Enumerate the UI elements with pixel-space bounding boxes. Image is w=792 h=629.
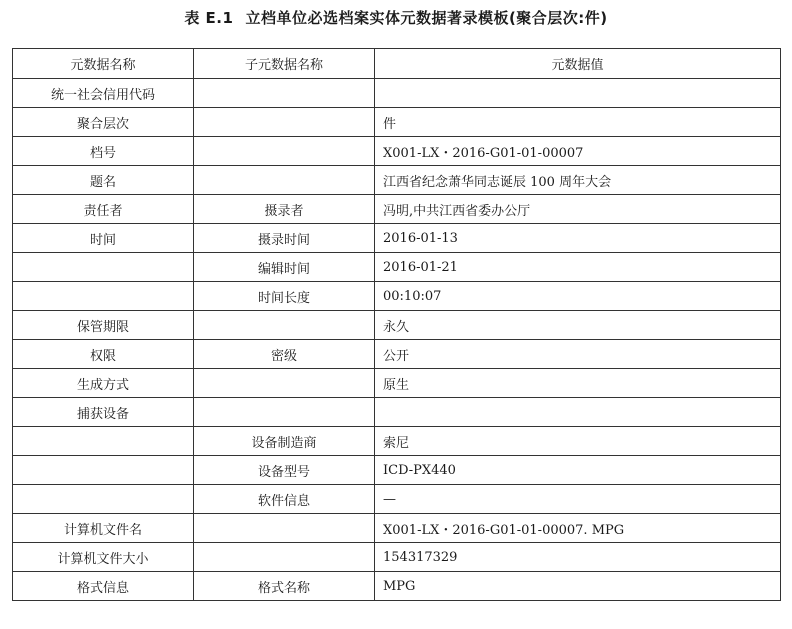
cell-metadata-name: 题名: [13, 166, 194, 195]
cell-metadata-value: 2016-01-13: [375, 224, 781, 253]
cell-metadata-value: 00:10:07: [375, 282, 781, 311]
table-row: [13, 166, 781, 195]
cell-metadata-name: 计算机文件名: [13, 514, 194, 543]
table-row: [13, 108, 781, 137]
cell-sub-metadata-name: [194, 79, 375, 108]
cell-sub-metadata-name: 设备型号: [194, 456, 375, 485]
cell-sub-metadata-name: 设备制造商: [194, 427, 375, 456]
table-row: [13, 398, 781, 427]
cell-metadata-name: 档号: [13, 137, 194, 166]
table-row: [13, 311, 781, 340]
cell-metadata-value: 索尼: [375, 427, 781, 456]
cell-metadata-name: 计算机文件大小: [13, 543, 194, 572]
cell-metadata-value: 公开: [375, 340, 781, 369]
cell-metadata-value: 江西省纪念萧华同志诞辰 100 周年大会: [375, 166, 781, 195]
table-row: [13, 485, 781, 514]
cell-metadata-name: 聚合层次: [13, 108, 194, 137]
table-header-row: [13, 49, 781, 79]
cell-sub-metadata-name: 编辑时间: [194, 253, 375, 282]
cell-metadata-value: X001-LX・2016-G01-01-00007: [375, 137, 781, 166]
cell-sub-metadata-name: [194, 108, 375, 137]
cell-metadata-name: 生成方式: [13, 369, 194, 398]
cell-sub-metadata-name: [194, 543, 375, 572]
table-row: [13, 514, 781, 543]
table-title: 立档单位必选档案实体元数据著录模板(聚合层次:件): [245, 9, 608, 27]
cell-metadata-name: [13, 253, 194, 282]
cell-metadata-name: [13, 427, 194, 456]
header-sub-metadata-name: 子元数据名称: [194, 49, 375, 79]
table-caption: [0, 7, 792, 28]
table-row: [13, 224, 781, 253]
metadata-table: [12, 48, 781, 601]
cell-metadata-name: 权限: [13, 340, 194, 369]
table-row: [13, 456, 781, 485]
table-row: [13, 369, 781, 398]
table-row: [13, 572, 781, 601]
cell-metadata-value: 件: [375, 108, 781, 137]
cell-sub-metadata-name: 摄录者: [194, 195, 375, 224]
cell-metadata-name: 保管期限: [13, 311, 194, 340]
table-row: [13, 137, 781, 166]
cell-sub-metadata-name: 软件信息: [194, 485, 375, 514]
table-row: [13, 340, 781, 369]
cell-metadata-name: [13, 456, 194, 485]
cell-metadata-name: [13, 485, 194, 514]
cell-metadata-value: 2016-01-21: [375, 253, 781, 282]
table-row: [13, 195, 781, 224]
cell-sub-metadata-name: [194, 369, 375, 398]
table-row: [13, 79, 781, 108]
cell-metadata-value: 永久: [375, 311, 781, 340]
cell-metadata-value: 冯明,中共江西省委办公厅: [375, 195, 781, 224]
header-metadata-value: 元数据值: [375, 49, 781, 79]
cell-sub-metadata-name: [194, 311, 375, 340]
cell-sub-metadata-name: [194, 514, 375, 543]
cell-metadata-name: [13, 282, 194, 311]
header-metadata-name: 元数据名称: [13, 49, 194, 79]
cell-sub-metadata-name: [194, 137, 375, 166]
cell-metadata-name: 统一社会信用代码: [13, 79, 194, 108]
cell-metadata-value: [375, 398, 781, 427]
cell-metadata-value: —: [375, 485, 781, 514]
cell-metadata-name: 格式信息: [13, 572, 194, 601]
cell-metadata-value: 原生: [375, 369, 781, 398]
cell-sub-metadata-name: 密级: [194, 340, 375, 369]
cell-metadata-value: [375, 79, 781, 108]
table-row: [13, 253, 781, 282]
cell-metadata-name: 责任者: [13, 195, 194, 224]
cell-sub-metadata-name: 摄录时间: [194, 224, 375, 253]
cell-metadata-value: MPG: [375, 572, 781, 601]
cell-metadata-name: 时间: [13, 224, 194, 253]
table-row: [13, 427, 781, 456]
table-row: [13, 543, 781, 572]
cell-metadata-name: 捕获设备: [13, 398, 194, 427]
cell-sub-metadata-name: [194, 166, 375, 195]
cell-sub-metadata-name: 格式名称: [194, 572, 375, 601]
cell-metadata-value: 154317329: [375, 543, 781, 572]
table-number: 表 E.1: [184, 9, 234, 27]
cell-sub-metadata-name: [194, 398, 375, 427]
cell-sub-metadata-name: 时间长度: [194, 282, 375, 311]
cell-metadata-value: X001-LX・2016-G01-01-00007. MPG: [375, 514, 781, 543]
cell-metadata-value: ICD-PX440: [375, 456, 781, 485]
table-row: [13, 282, 781, 311]
